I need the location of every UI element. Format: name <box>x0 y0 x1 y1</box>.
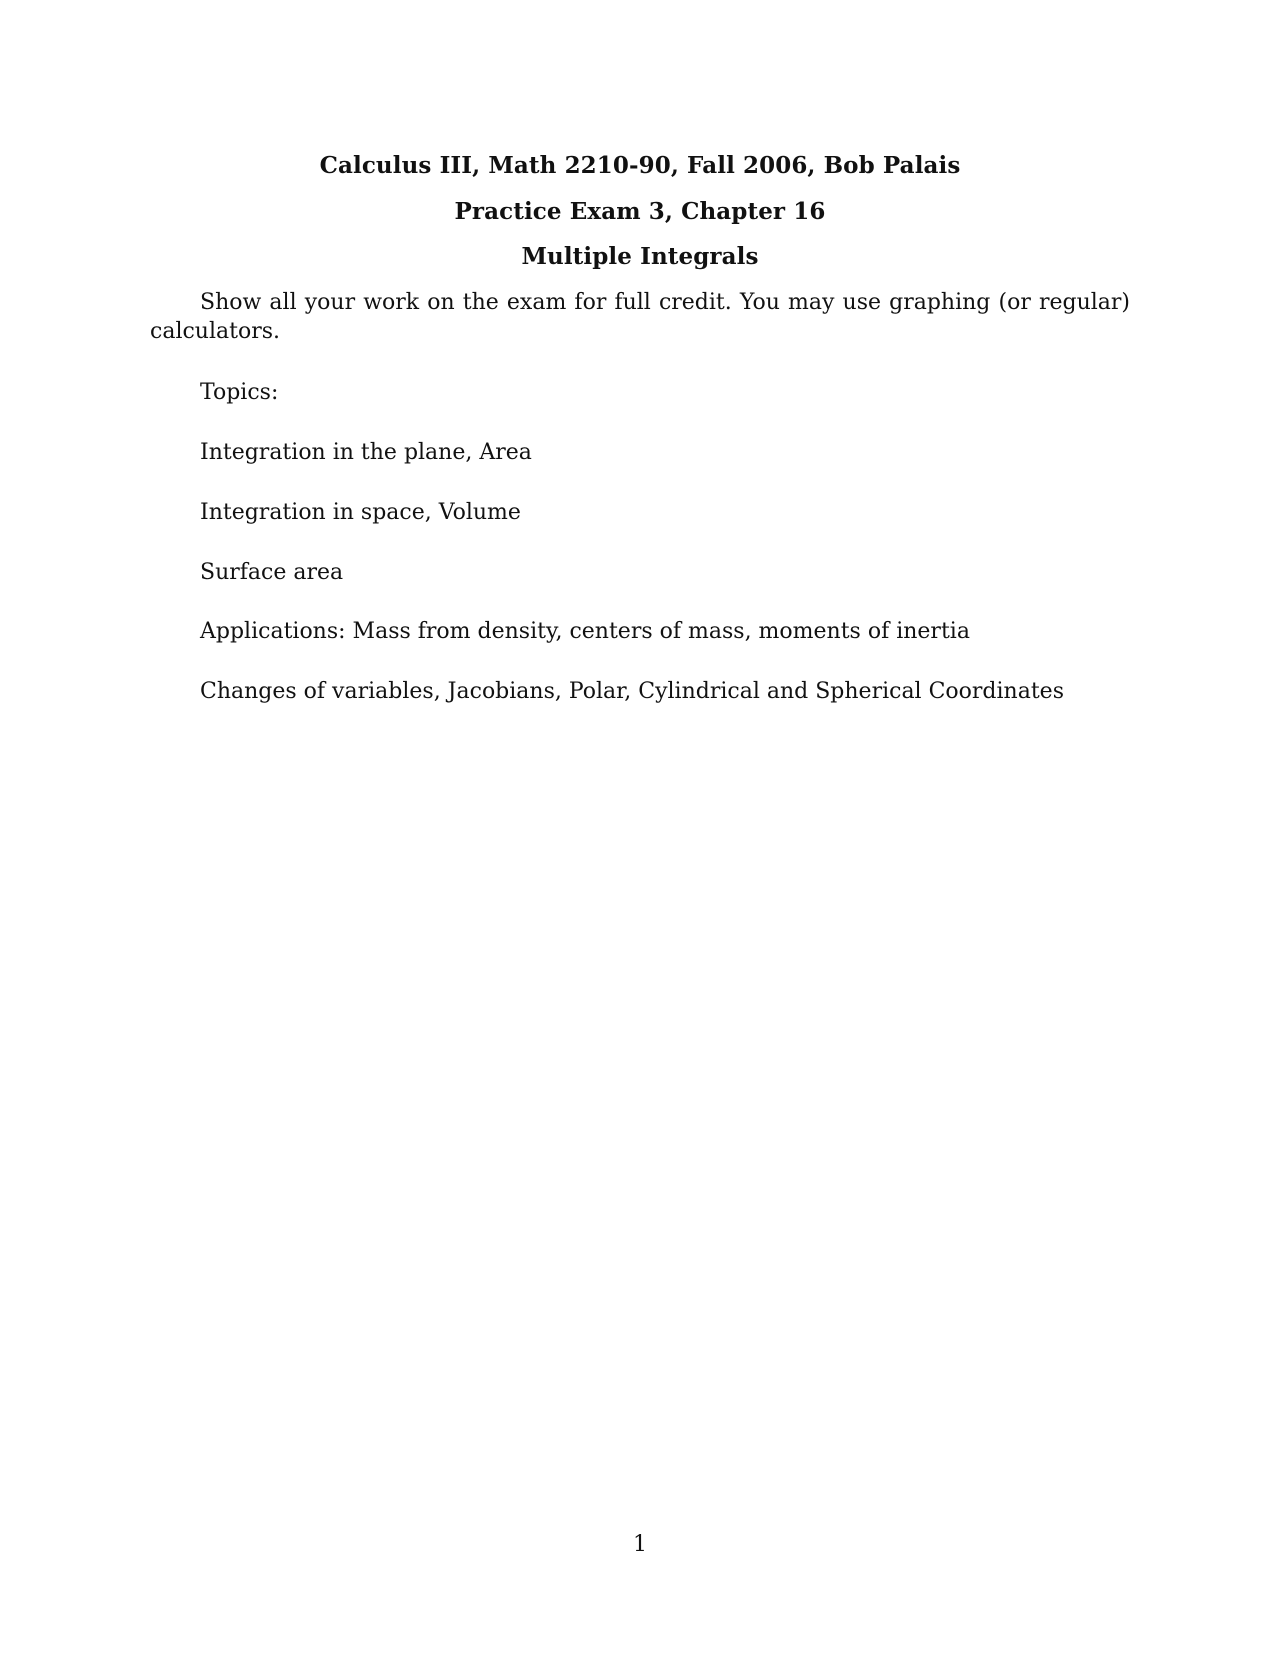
topic-item: Changes of variables, Jacobians, Polar, Cylindrical and Spherical Coordinates <box>200 679 1064 704</box>
course-title: Calculus III, Math 2210-90, Fall 2006, Bob Palais <box>319 152 961 179</box>
subject-title: Multiple Integrals <box>521 243 759 270</box>
topic-item: Integration in the plane, Area <box>200 440 532 465</box>
topic-item: Surface area <box>200 560 344 585</box>
exam-title: Practice Exam 3, Chapter 16 <box>454 198 826 225</box>
page-number: 1 <box>633 1532 647 1557</box>
instructions-paragraph: Show all your work on the exam for full credit. You may use graphing (or regular) calculators. <box>150 290 1130 344</box>
topic-item: Applications: Mass from density, centers of mass, moments of inertia <box>200 619 970 644</box>
topic-item: Integration in space, Volume <box>200 500 521 525</box>
topics-label: Topics: <box>200 380 279 405</box>
